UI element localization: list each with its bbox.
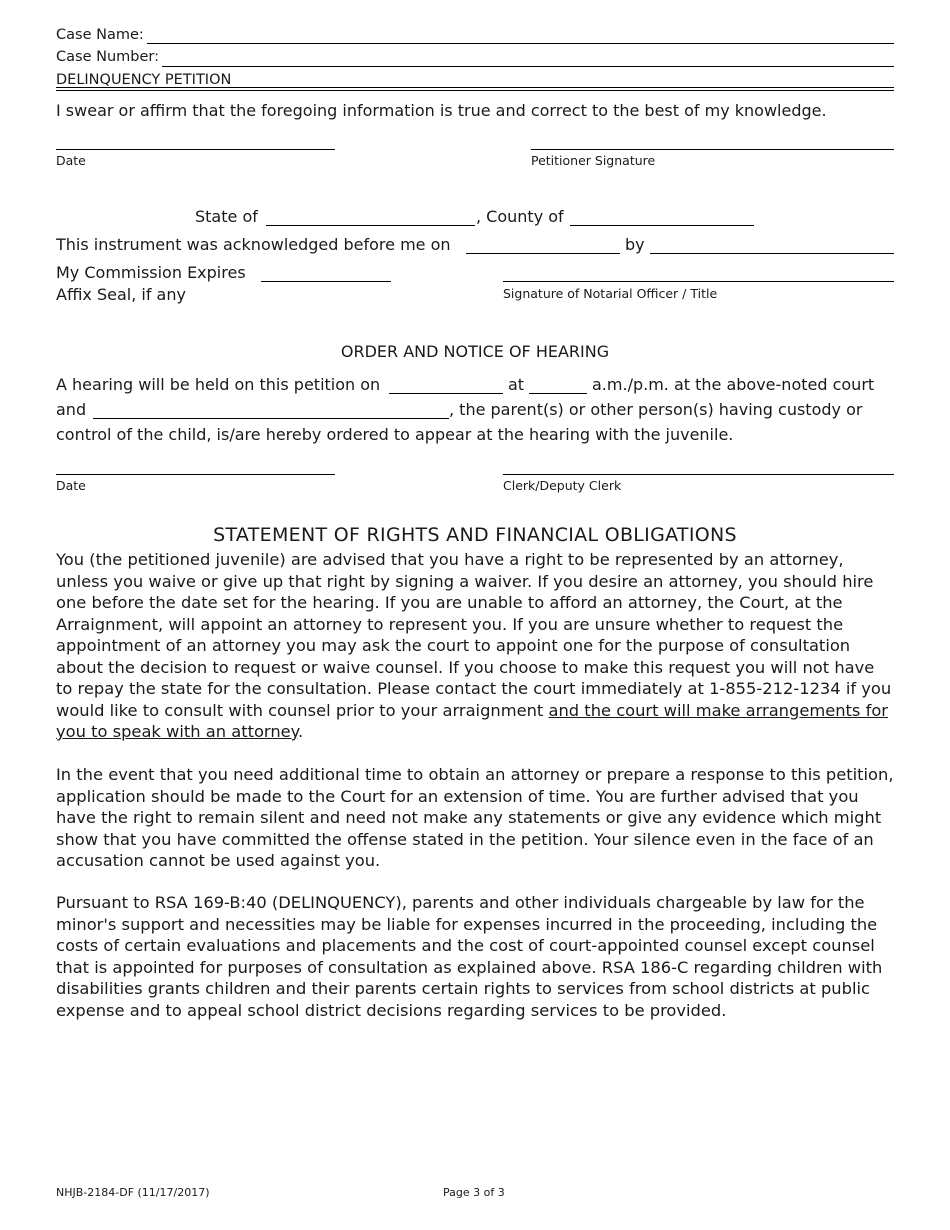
order-heading: ORDER AND NOTICE OF HEARING <box>340 342 610 361</box>
clerk-label: Clerk/Deputy Clerk <box>503 478 622 493</box>
petitioner-signature-field[interactable] <box>531 149 894 150</box>
commission-expires-field[interactable] <box>261 281 391 282</box>
form-id: NHJB-2184-DF (11/17/2017) <box>56 1186 210 1199</box>
rights-paragraph-1-end: . <box>297 722 304 741</box>
acknowledged-label: This instrument was acknowledged before me on <box>56 235 451 254</box>
case-number-label: Case Number: <box>56 49 159 65</box>
county-of-label: , County of <box>476 207 564 226</box>
hearing-time-field[interactable] <box>529 393 587 394</box>
hearing-line3: control of the child, is/are hereby ordered to appear at the hearing with the juvenile. <box>56 425 734 444</box>
rights-paragraph-1 <box>56 549 894 743</box>
hearing-line1-c: a.m./p.m. at the above-noted court <box>592 375 875 394</box>
hearing-line2-b: , the parent(s) or other person(s) having custody or <box>449 400 863 419</box>
state-field[interactable] <box>266 225 475 226</box>
case-name-label: Case Name: <box>56 27 144 43</box>
county-field[interactable] <box>570 225 754 226</box>
rights-paragraph-1-main: You (the petitioned juvenile) are advised that you have a right to be represented by an attorney, unless you waive or give up that right by signing a waiver. If you desire an attorney, you should hire one before the date set for the hearing. If you are unable to afford an attorney, the Court, at the Arraignment, will appoint an attorney to represent you. If you are unsure whether to request the appointment of an attorney you may ask the court to appoint one for the purpose of consultation about the decision to request or waive counsel. If you choose to make this request you will not have to repay the state for the consultation. Please contact the court immediately at 1-855-212-1234 if you would like to consult with counsel prior to your arraignment <box>56 550 892 720</box>
form-title: DELINQUENCY PETITION <box>56 72 232 88</box>
order-date-label: Date <box>56 478 86 493</box>
acknowledged-by-field[interactable] <box>650 253 894 254</box>
hearing-line2-a: and <box>56 400 87 419</box>
petitioner-signature-label: Petitioner Signature <box>531 153 656 168</box>
header-rule-1 <box>56 87 894 88</box>
oath-statement: I swear or affirm that the foregoing information is true and correct to the best of my knowledge. <box>56 101 827 120</box>
state-of-label: State of <box>195 207 258 226</box>
header-rule-2 <box>56 90 894 91</box>
oath-date-label: Date <box>56 153 86 168</box>
affix-seal-label: Affix Seal, if any <box>56 285 186 304</box>
case-name-field[interactable] <box>147 43 894 44</box>
commission-expires-label: My Commission Expires <box>56 263 246 282</box>
acknowledged-date-field[interactable] <box>466 253 620 254</box>
rights-heading: STATEMENT OF RIGHTS AND FINANCIAL OBLIGATIONS <box>213 524 737 546</box>
oath-date-field[interactable] <box>56 149 335 150</box>
by-label: by <box>625 235 645 254</box>
rights-paragraph-3: Pursuant to RSA 169-B:40 (DELINQUENCY), parents and other individuals chargeable by law for the minor's support and necessities may be liable for expenses incurred in the proceeding, including the costs of certain evaluations and placements and the cost of court-appointed counsel except counsel that is appointed for purposes of consultation as explained above. RSA 186-C regarding children with disabilities grants children and their parents certain rights to services from school districts at public expense and to appeal school district decisions regarding services to be provided. <box>56 893 883 1020</box>
notary-signature-label: Signature of Notarial Officer / Title <box>503 286 718 301</box>
rights-paragraph-1-underlined: and the court will make arrangements for you to speak with an attorney <box>56 700 888 741</box>
page-number: Page 3 of 3 <box>443 1186 505 1199</box>
rights-paragraph-2: In the event that you need additional time to obtain an attorney or prepare a response to this petition, application should be made to the Court for an extension of time. You are further advised that you have the right to remain silent and need not make any statements or give any evidence which might show that you have committed the offense stated in the petition. Your silence even in the face of an accusation cannot be used against you. <box>56 765 894 870</box>
notary-signature-field[interactable] <box>503 281 894 282</box>
clerk-signature-field[interactable] <box>503 474 894 475</box>
hearing-date-field[interactable] <box>389 393 503 394</box>
case-number-field[interactable] <box>162 66 894 67</box>
order-date-field[interactable] <box>56 474 335 475</box>
hearing-line1-a: A hearing will be held on this petition on <box>56 375 381 394</box>
hearing-persons-field[interactable] <box>93 418 449 419</box>
hearing-line1-b: at <box>508 375 525 394</box>
